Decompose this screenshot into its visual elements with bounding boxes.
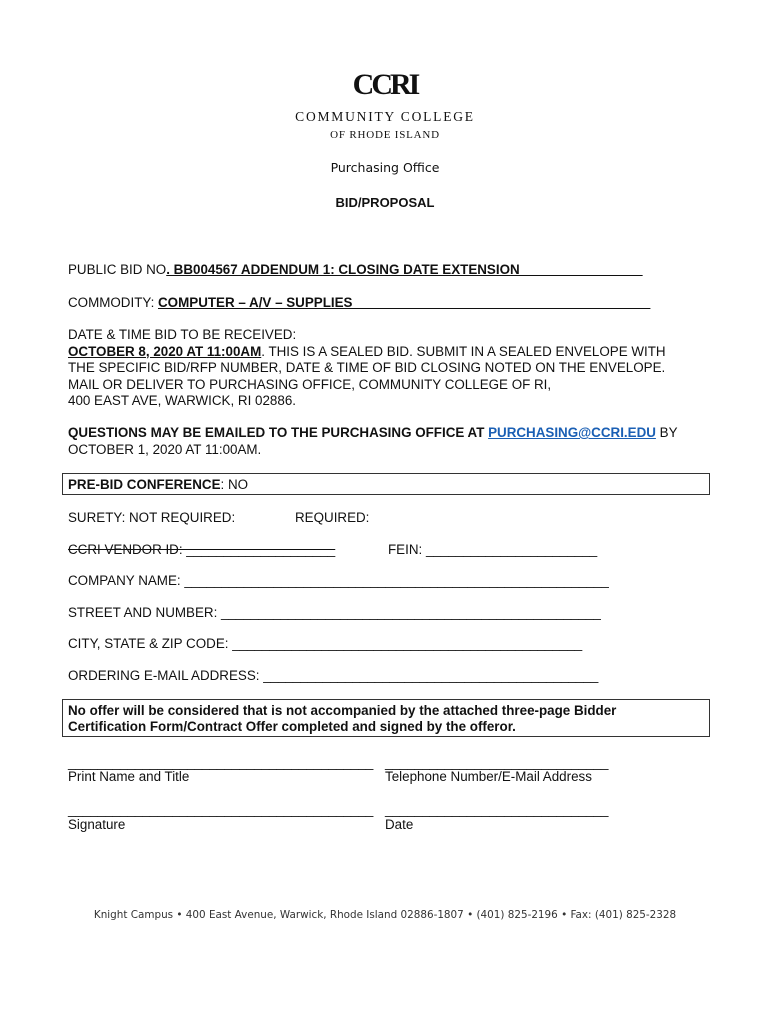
questions-block [68,425,708,458]
questions-tail: BY [655,425,678,440]
questions-text: QUESTIONS MAY BE EMAILED TO THE PURCHASING OFFICE AT [68,425,489,440]
bid-date-block [68,327,708,410]
college-subtitle: OF RHODE ISLAND [330,129,440,141]
date-label: Date [385,817,414,832]
bid-date-instructions-2: THE SPECIFIC BID/RFP NUMBER, DATE & TIME OF BID CLOSING NOTED ON THE ENVELOPE. [68,360,666,375]
college-name: COMMUNITY COLLEGE [295,109,475,124]
footer-address: Knight Campus • 400 East Avenue, Warwick, Rhode Island 02886-1807 • (401) 825-2196 • Fax: (401) 825-2328 [93,909,677,921]
phone-label: Telephone Number/E-Mail Address [385,769,592,784]
surety-required: REQUIRED: [295,510,370,525]
notice-line-1: No offer will be considered that is not accompanied by the attached three-page Bidder [68,703,617,718]
phone-line[interactable]: ______________________________ [385,755,609,770]
bid-date-instructions-1: . THIS IS A SEALED BID. SUBMIT IN A SEALED ENVELOPE WITH [261,343,666,359]
commodity-label: COMMODITY: [68,295,159,310]
office-name: Purchasing Office [330,160,440,175]
vendor-id-field[interactable]: CCRI VENDOR ID: ____________________ [68,542,336,557]
date-line[interactable]: ______________________________ [385,802,609,817]
logo-text: CCRI [352,68,418,101]
notice-line-2: Certification Form/Contract Offer completed and signed by the offeror. [68,719,516,734]
college-logo [0,68,770,102]
bid-date-value: OCTOBER 8, 2020 AT 11:00AM [68,343,262,359]
print-name-line[interactable]: _________________________________________ [68,755,374,770]
prebid-box [62,473,710,495]
bid-number-value: . BB004567 ADDENDUM 1: CLOSING DATE EXTENSION_____________ ___ [166,262,643,277]
surety-not-required: SURETY: NOT REQUIRED: [68,510,236,525]
company-name-field[interactable]: COMPANY NAME: _________________________________________________________ [68,573,609,588]
city-state-zip-field[interactable]: CITY, STATE & ZIP CODE: _______________________________________________ [68,636,583,651]
purchasing-email-link[interactable]: PURCHASING@CCRI.EDU [488,425,656,440]
commodity-value: COMPUTER – A/V – SUPPLIES________________________________________ [158,295,651,310]
bid-number-label: PUBLIC BID NO [68,262,167,277]
fein-field[interactable]: FEIN: _______________________ [388,542,598,557]
bid-date-instructions-3: MAIL OR DELIVER TO PURCHASING OFFICE, COMMUNITY COLLEGE OF RI, [68,376,552,392]
notice-box [62,699,710,737]
bid-date-label: DATE & TIME BID TO BE RECEIVED: [68,327,297,342]
signature-label: Signature [68,817,126,832]
bid-number-line [68,262,643,277]
ordering-email-field[interactable]: ORDERING E-MAIL ADDRESS: _____________________________________________ [68,668,599,683]
commodity-line [68,295,650,310]
print-name-label: Print Name and Title [68,769,190,784]
signature-line[interactable]: _________________________________________ [68,802,374,817]
prebid-label: PRE-BID CONFERENCE [68,477,221,492]
street-field[interactable]: STREET AND NUMBER: ___________________________________________________ [68,605,601,620]
prebid-value: : NO [220,477,249,492]
questions-deadline: OCTOBER 1, 2020 AT 11:00AM. [68,441,262,457]
bid-date-instructions-4: 400 EAST AVE, WARWICK, RI 02886. [68,393,296,408]
document-title: BID/PROPOSAL [335,195,435,210]
